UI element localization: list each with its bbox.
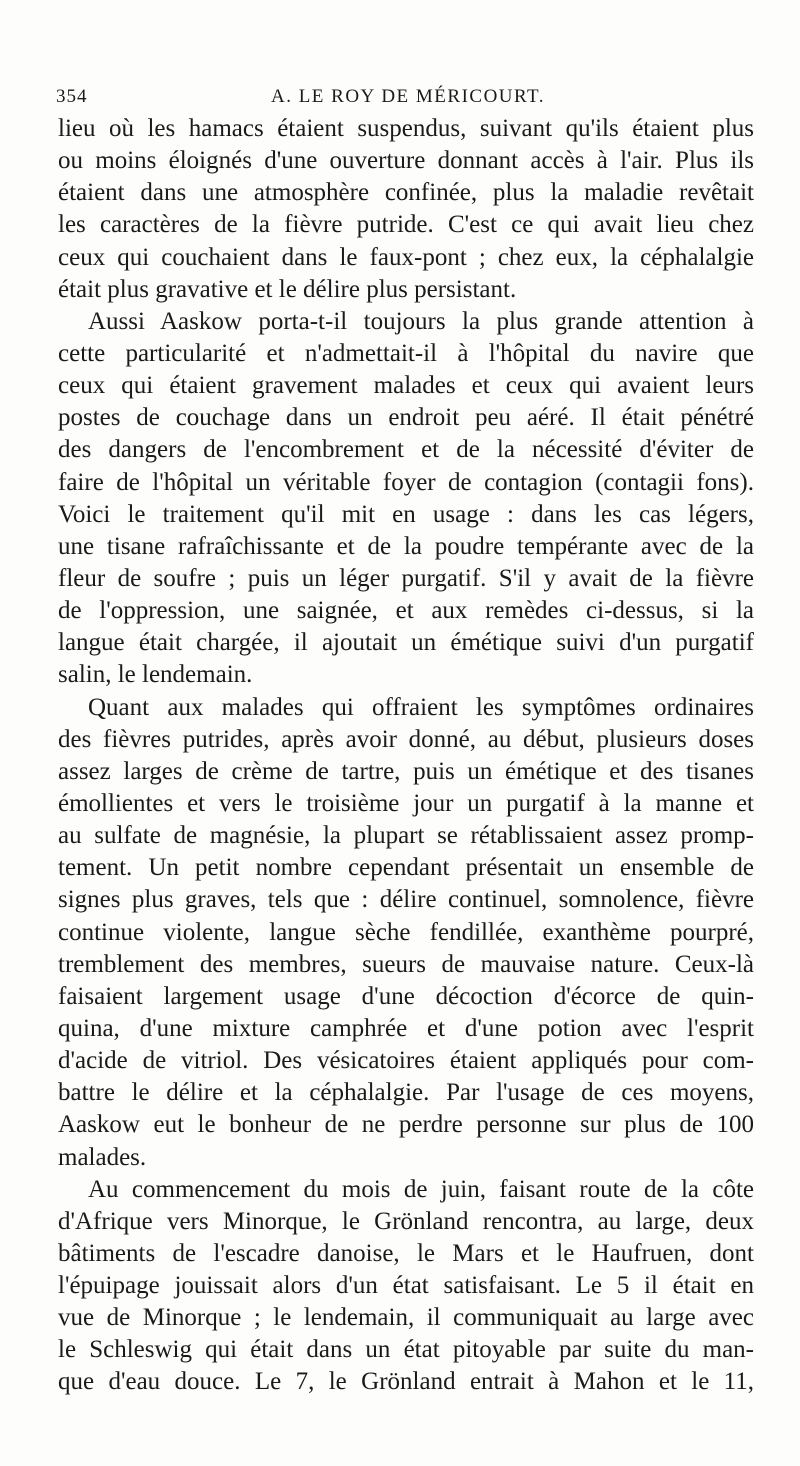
paragraph — [58, 306, 754, 692]
text-line: quina, d'une mixture camphrée et d'une potion avec l'esprit — [58, 1014, 754, 1042]
text-line: était plus gravative et le délire plus persistant. — [58, 275, 517, 303]
text-line: malades. — [58, 1143, 147, 1171]
text-line: les caractères de la fièvre putride. C'est ce qui avait lieu chez — [58, 211, 754, 239]
body-text — [58, 113, 754, 1399]
paragraph — [58, 1174, 754, 1399]
text-line: de l'oppression, une saignée, et aux remèdes ci-dessus, si la — [58, 597, 754, 625]
text-line: émollientes et vers le troisième jour un purgatif à la manne et — [58, 789, 754, 817]
text-line: continue violente, langue sèche fendillée, exanthème pourpré, — [58, 918, 754, 946]
text-line: Quant aux malades qui offraient les symptômes ordinaires — [88, 693, 754, 721]
text-line: Au commencement du mois de juin, faisant route de la côte — [88, 1175, 754, 1203]
text-line: l'épuipage jouissait alors d'un état satisfaisant. Le 5 il était en — [58, 1272, 754, 1300]
text-line: cette particularité et n'admettait-il à l'hôpital du navire que — [58, 339, 754, 367]
text-line: postes de couchage dans un endroit peu aéré. Il était pénétré — [58, 404, 754, 432]
text-line: étaient dans une atmosphère confinée, plus la maladie revêtait — [58, 179, 754, 207]
text-line: fleur de soufre ; puis un léger purgatif. S'il y avait de la fièvre — [58, 564, 754, 592]
text-line: tement. Un petit nombre cependant présentait un ensemble de — [58, 854, 754, 882]
text-line: au sulfate de magnésie, la plupart se rétablissaient assez promp- — [58, 822, 754, 850]
page-number: 354 — [56, 86, 88, 107]
text-line: salin, le lendemain. — [58, 661, 253, 689]
text-line: Aaskow eut le bonheur de ne perdre personne sur plus de 100 — [58, 1111, 754, 1139]
text-line: battre le délire et la céphalalgie. Par l'usage de ces moyens, — [58, 1079, 754, 1107]
text-line: ceux qui étaient gravement malades et ceux qui avaient leurs — [58, 372, 754, 400]
text-line: des dangers de l'encombrement et de la nécessité d'éviter de — [58, 436, 754, 464]
running-head: A. LE ROY DE MÉRICOURT. — [270, 86, 545, 107]
text-line: lieu où les hamacs étaient suspendus, suivant qu'ils étaient plus — [58, 115, 754, 142]
text-line: assez larges de crème de tartre, puis un émétique et des tisanes — [58, 757, 754, 785]
text-line: ou moins éloignés d'une ouverture donnant accès à l'air. Plus ils — [58, 147, 754, 175]
page-header — [56, 86, 760, 110]
text-line: des fièvres putrides, après avoir donné, au début, plusieurs doses — [58, 725, 754, 753]
text-line: une tisane rafraîchissante et de la poudre tempérante avec de la — [58, 532, 754, 560]
text-line: Aussi Aaskow porta-t-il toujours la plus grande attention à — [88, 307, 754, 335]
text-line: vue de Minorque ; le lendemain, il communiquait au large avec — [58, 1304, 754, 1332]
text-line: d'acide de vitriol. Des vésicatoires étaient appliqués pour com- — [58, 1047, 754, 1075]
text-line: tremblement des membres, sueurs de mauvaise nature. Ceux-là — [58, 950, 754, 978]
text-line: que d'eau douce. Le 7, le Grönland entrait à Mahon et le 11, — [58, 1368, 754, 1396]
paragraph — [58, 113, 754, 306]
text-line: signes plus graves, tels que : délire continuel, somnolence, fièvre — [58, 886, 754, 914]
text-line: Voici le traitement qu'il mit en usage : dans les cas légers, — [58, 500, 754, 528]
text-line: bâtiments de l'escadre danoise, le Mars et le Haufruen, dont — [58, 1239, 754, 1267]
text-line: faire de l'hôpital un véritable foyer de contagion (contagii fons). — [58, 468, 754, 496]
text-line: d'Afrique vers Minorque, le Grönland rencontra, au large, deux — [58, 1207, 754, 1235]
text-line: langue était chargée, il ajoutait un émétique suivi d'un purgatif — [58, 629, 754, 657]
text-line: le Schleswig qui était dans un état pitoyable par suite du man- — [58, 1336, 754, 1364]
text-line: faisaient largement usage d'une décoction d'écorce de quin- — [58, 982, 754, 1010]
paragraph — [58, 692, 754, 1174]
text-line: ceux qui couchaient dans le faux-pont ; chez eux, la céphalalgie — [58, 243, 754, 271]
